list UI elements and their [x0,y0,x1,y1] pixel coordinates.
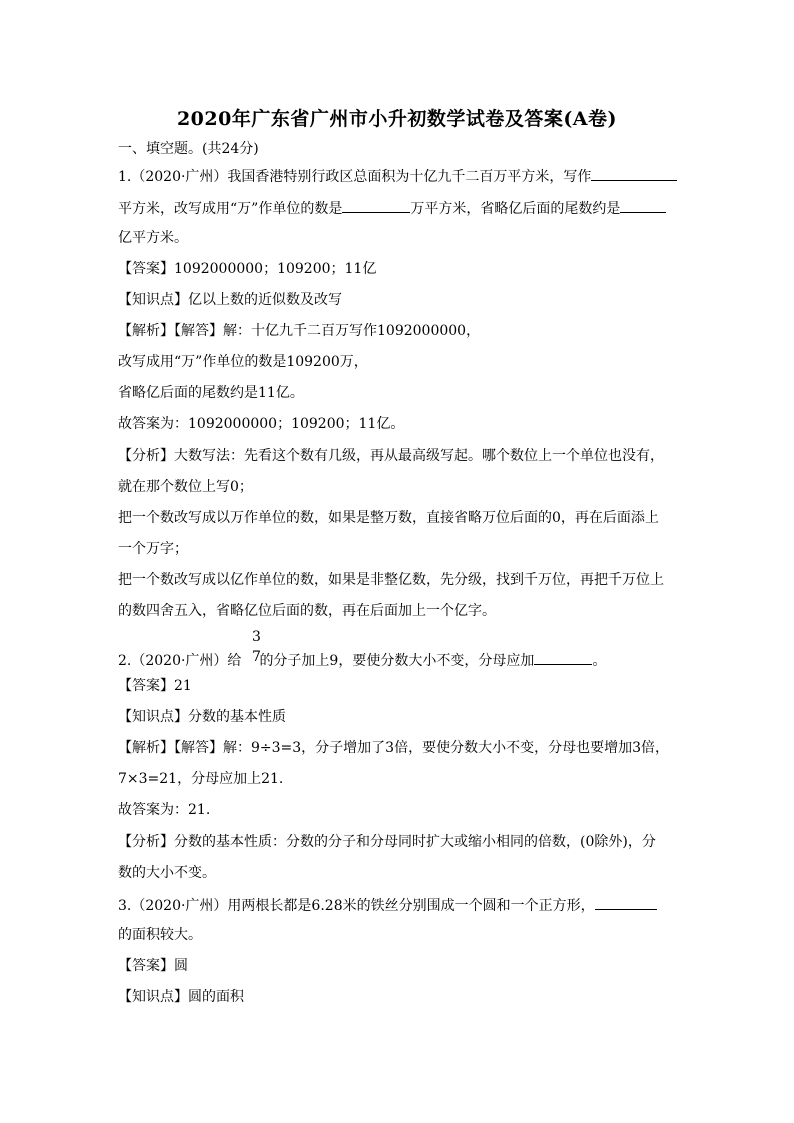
q1-line1-text: 1.（2020·广州）我国香港特别行政区总面积为十亿九千二百万平方米，写作 [118,169,592,185]
q1-note-1: 【分析】大数写法：先看这个数有几级，再从最高级写起。哪个数位上一个单位也没有， [118,448,664,464]
q1-analysis-1: 【解析】【解答】解：十亿九千二百万写作1092000000， [118,323,481,339]
q2-knowledge: 【知识点】分数的基本性质 [118,709,286,725]
q3-line1-text: 3.（2020·广州）用两根长都是6.28米的铁丝分别围成一个圆和一个正方形， [118,898,595,914]
q1-note-4: 一个万字； [118,541,188,557]
q2-line1b-text: 的分子加上9，要使分数大小不变，分母应加 [259,653,535,669]
q2-line1a-text: 2.（2020·广州）给 [118,653,242,669]
q1-line2a-text: 平方米，改写成用“万”作单位的数是 [118,201,343,217]
answer-blank [342,198,410,213]
q2-line1c-text: 。 [592,653,607,669]
q1-line2b-text: 万平方米，省略亿后面的尾数约是 [410,201,621,217]
answer-blank [534,650,592,665]
q2-text-line-1 [118,650,606,670]
q1-analysis-3: 省略亿后面的尾数约是11亿。 [118,385,304,401]
q3-text-line-1 [118,895,657,915]
q2-note-2: 数的大小不变。 [118,865,216,881]
q1-analysis-2: 改写成用“万”作单位的数是109200万， [118,354,368,370]
answer-blank [620,198,666,213]
section-heading: 一、填空题。(共24分) [118,141,259,157]
document-title: 2020年广东省广州市小升初数学试卷及答案(A卷) [176,108,618,130]
q1-text-line-2 [118,198,666,218]
q1-knowledge: 【知识点】亿以上数的近似数及改写 [118,292,342,308]
q2-analysis-1: 【解析】【解答】解：9÷3=3，分子增加了3倍，要使分数大小不变，分母也要增加3倍， [118,740,669,756]
fraction-numerator: 3 [252,629,261,645]
q1-final-answer: 故答案为：1092000000；109200；11亿。 [118,416,405,432]
fraction-denominator: 7 [252,649,261,665]
q1-note-6: 的数四舍五入，省略亿位后面的数，再在后面加上一个亿字。 [118,603,496,619]
q2-final-answer: 故答案为：21. [118,802,211,818]
q1-text-line-3: 亿平方米。 [118,230,188,246]
answer-blank [591,166,677,181]
answer-blank [595,895,657,910]
q2-answer: 【答案】21 [118,678,192,694]
q2-note-1: 【分析】分数的基本性质：分数的分子和分母同时扩大或缩小相同的倍数，(0除外)，分 [118,834,656,850]
q3-knowledge: 【知识点】圆的面积 [118,989,244,1005]
q1-note-2: 就在那个数位上写0； [118,479,253,495]
q1-text-line-1 [118,166,677,186]
q1-note-5: 把一个数改写成以亿作单位的数，如果是非整亿数，先分级，找到千万位，再把千万位上 [118,572,664,588]
q1-note-3: 把一个数改写成以万作单位的数，如果是整万数，直接省略万位后面的0，再在后面添上 [118,510,659,526]
q3-text-line-2: 的面积较大。 [118,927,202,943]
q1-answer: 【答案】1092000000；109200；11亿 [118,261,377,277]
q2-analysis-2: 7×3=21，分母应加上21. [118,771,284,787]
q3-answer: 【答案】圆 [118,958,188,974]
